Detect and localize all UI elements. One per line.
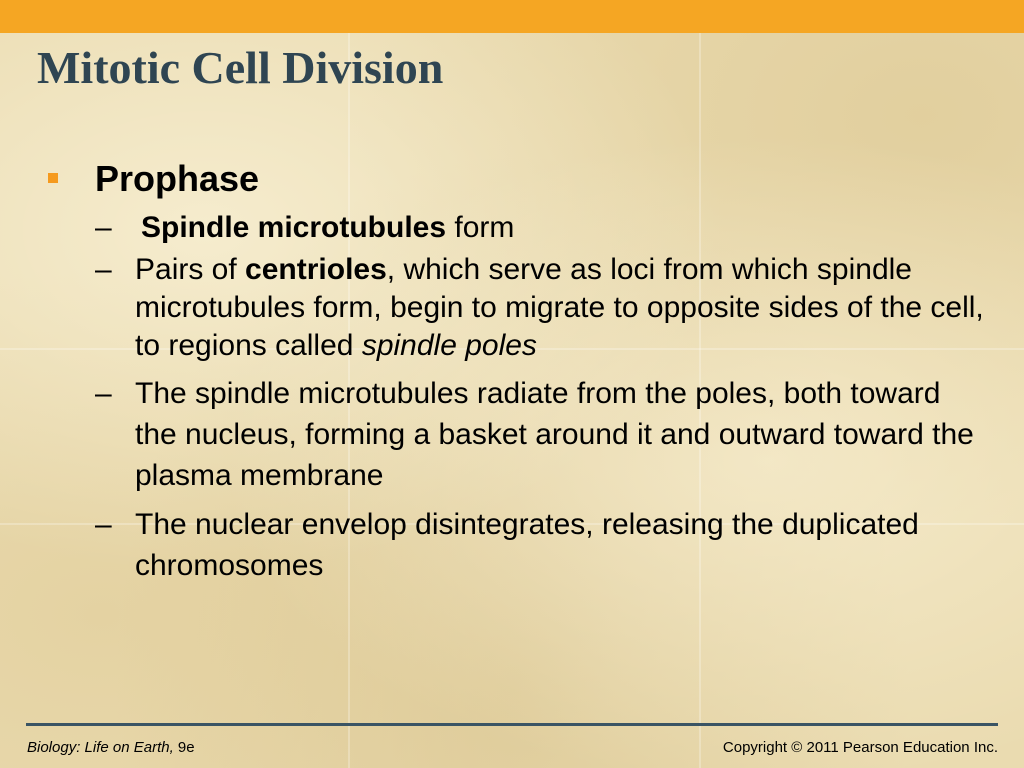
slide-title: Mitotic Cell Division xyxy=(37,42,444,93)
book-edition: 9e xyxy=(173,739,195,756)
sub-item-spindle-form xyxy=(95,209,985,247)
sub-item-centrioles xyxy=(95,251,985,365)
dash-icon: – xyxy=(95,377,112,410)
footer-rule xyxy=(26,723,998,726)
sub-item-radiate xyxy=(95,373,985,496)
sub-item-envelope xyxy=(95,504,985,586)
sub-item-text: The nuclear envelop disintegrates, releasing the duplicated chromosomes xyxy=(135,508,919,582)
dash-icon: – xyxy=(95,211,112,244)
sub-item-text: Pairs of xyxy=(135,253,246,286)
term-spindle-microtubules: Spindle microtubules xyxy=(141,211,447,244)
bullet-prophase xyxy=(48,157,259,200)
dash-icon: – xyxy=(95,253,112,286)
bullet-label: Prophase xyxy=(95,158,260,199)
book-title: Biology: Life on Earth, xyxy=(27,739,174,756)
square-bullet-icon xyxy=(48,173,58,183)
sub-bullet-list xyxy=(95,209,985,594)
footer-copyright: Copyright © 2011 Pearson Education Inc. xyxy=(722,739,998,756)
term-centrioles: centrioles xyxy=(245,253,387,286)
dash-icon: – xyxy=(95,508,112,541)
sub-item-text: , which serve as loci from which spindle microtubules form, begin to migrate to opposite sides of the cell, to regions called xyxy=(135,253,984,362)
sub-item-text: form xyxy=(446,211,515,244)
sub-item-text: The spindle microtubules radiate from the poles, both toward the nucleus, forming a basket around it and outward toward the plasma membrane xyxy=(135,377,974,492)
term-spindle-poles: spindle poles xyxy=(361,329,537,362)
footer-book-title xyxy=(27,739,195,756)
